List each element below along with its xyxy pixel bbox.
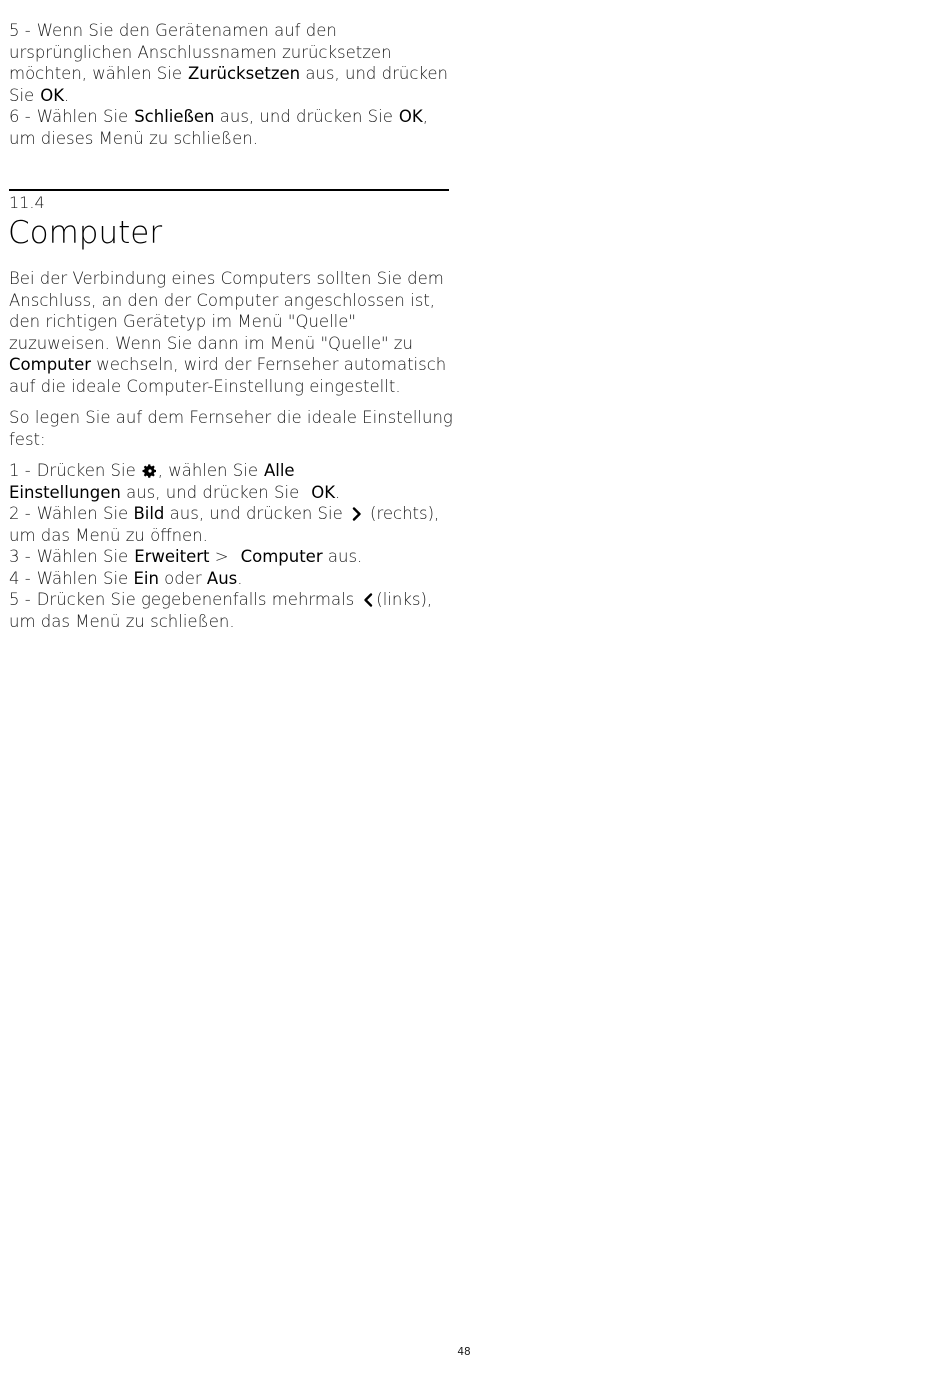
menu-term-alle: Alle bbox=[263, 461, 295, 480]
menu-term-ein: Ein bbox=[133, 568, 159, 588]
menu-term-computer: Computer bbox=[9, 355, 92, 374]
step-5-line-1 bbox=[9, 589, 449, 611]
punctuation: . bbox=[335, 482, 341, 502]
step-text: (links), bbox=[376, 590, 433, 609]
path-separator: > bbox=[214, 547, 229, 566]
step-number: 2 - bbox=[9, 504, 31, 523]
step-text: Wählen Sie bbox=[36, 547, 129, 566]
step-4-line-1 bbox=[9, 568, 449, 590]
section-title: Computer bbox=[8, 215, 163, 251]
intro-line bbox=[9, 354, 449, 376]
step-text: aus, und drücken Sie bbox=[219, 107, 393, 126]
intro-line: auf die ideale Computer-Einstellung eingestellt. bbox=[9, 376, 401, 396]
lead-line: fest: bbox=[9, 429, 46, 449]
step-text: möchten, wählen Sie bbox=[9, 64, 182, 83]
punctuation: . bbox=[237, 568, 243, 588]
intro-line: Anschluss, an den der Computer angeschlossen ist, bbox=[9, 290, 436, 310]
step-number: 4 - bbox=[9, 568, 31, 588]
step-3-line-1 bbox=[9, 546, 449, 568]
intro-line: zuzuweisen. Wenn Sie dann im Menü "Quelle" zu bbox=[9, 333, 413, 353]
step-number: 6 - bbox=[9, 107, 31, 126]
step-text: Sie bbox=[9, 85, 35, 105]
page-number: 48 bbox=[457, 1346, 471, 1358]
step-2-line-1 bbox=[9, 503, 449, 525]
step-2-line-2: um das Menü zu öffnen. bbox=[9, 525, 208, 545]
step-1-line-2 bbox=[9, 482, 449, 504]
punctuation: , bbox=[422, 107, 428, 126]
step-5-line-4 bbox=[9, 85, 449, 107]
section-divider bbox=[9, 189, 449, 191]
step-text: aus. bbox=[327, 547, 363, 566]
step-5-line-1 bbox=[9, 20, 449, 42]
intro-line: den richtigen Gerätetyp im Menü "Quelle" bbox=[9, 312, 356, 331]
step-number: 5 - bbox=[9, 21, 31, 40]
step-text: Wenn Sie den Gerätenamen auf den bbox=[36, 21, 337, 40]
step-5-line-3 bbox=[9, 63, 449, 85]
lead-line: So legen Sie auf dem Fernseher die ideale Einstellung bbox=[9, 408, 453, 427]
menu-term-aus: Aus bbox=[206, 568, 238, 588]
step-text: Wählen Sie bbox=[36, 568, 129, 588]
continued-steps bbox=[9, 20, 449, 149]
intro-paragraph bbox=[9, 268, 449, 397]
menu-term-schliessen: Schließen bbox=[134, 107, 215, 126]
step-number: 5 - bbox=[9, 590, 31, 609]
key-ok: OK bbox=[398, 107, 423, 126]
step-text: oder bbox=[164, 568, 202, 588]
lead-paragraph bbox=[9, 407, 453, 450]
step-text: aus, und drücken bbox=[305, 64, 449, 83]
gear-icon bbox=[142, 463, 158, 479]
chevron-right-icon bbox=[349, 506, 365, 522]
step-text: aus, und drücken Sie bbox=[126, 482, 300, 502]
menu-term-bild: Bild bbox=[133, 504, 165, 523]
step-text: Drücken Sie gegebenenfalls mehrmals bbox=[36, 590, 355, 609]
section-number: 11.4 bbox=[9, 193, 45, 212]
step-1-line-1 bbox=[9, 460, 449, 482]
step-number: 1 - bbox=[9, 461, 31, 480]
step-5-line-2: ursprünglichen Anschlussnamen zurücksetzen bbox=[9, 42, 392, 62]
step-text: aus, und drücken Sie bbox=[169, 504, 343, 523]
step-text: Wählen Sie bbox=[36, 504, 129, 523]
step-number: 3 - bbox=[9, 547, 31, 566]
menu-term-computer: Computer bbox=[240, 547, 323, 566]
menu-term-einstellungen: Einstellungen bbox=[9, 482, 121, 502]
step-text: , wählen Sie bbox=[157, 461, 258, 480]
punctuation: . bbox=[64, 85, 70, 105]
key-ok: OK bbox=[40, 85, 65, 105]
chevron-left-icon bbox=[360, 592, 376, 608]
step-6-line-1 bbox=[9, 106, 449, 128]
key-ok: OK bbox=[311, 482, 336, 502]
intro-line: Bei der Verbindung eines Computers sollten Sie dem bbox=[9, 269, 444, 288]
step-6-line-2: um dieses Menü zu schließen. bbox=[9, 128, 258, 148]
step-text: Wählen Sie bbox=[36, 107, 129, 126]
step-5-line-2: um das Menü zu schließen. bbox=[9, 611, 235, 631]
intro-text: wechseln, wird der Fernseher automatisch bbox=[96, 355, 447, 374]
step-text: Drücken Sie bbox=[36, 461, 136, 480]
menu-term-zuruecksetzen: Zurücksetzen bbox=[187, 64, 301, 83]
instruction-steps bbox=[9, 460, 449, 632]
menu-term-erweitert: Erweitert bbox=[134, 547, 210, 566]
step-text: (rechts), bbox=[370, 504, 440, 523]
